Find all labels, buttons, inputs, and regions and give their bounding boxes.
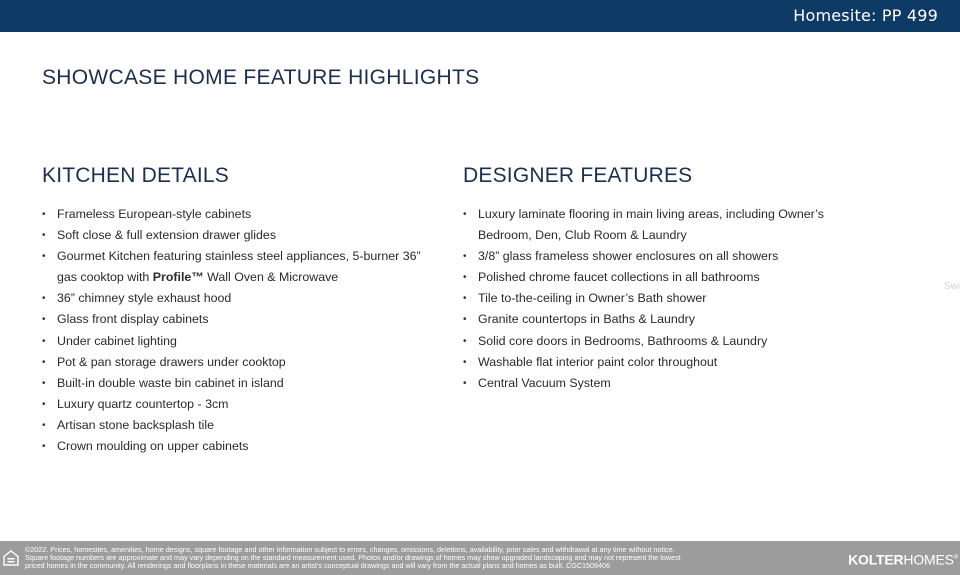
bullet-icon: • xyxy=(42,251,46,263)
side-watermark: Swi xyxy=(943,281,960,292)
legal-disclaimer: ©2022. Prices, homesites, amenities, home designs, square footage and other information subject to errors, changes, omissions, deletions, availability, prior sales and withdrawal at any time without notice. Square footage numbers are approximate and may vary depending on the standard measurement used. Photos and/or drawings of homes may show upgraded landscaping and may not represent the lowest priced homes in the community. All renderings and floorplans in these materials are an artist’s conceptual drawings and will vary from the actual plans and homes as built. CGC1509406 xyxy=(25,545,681,571)
list-item: • Luxury laminate flooring in main living areas, including Owner’s Bedroom, Den, Club Room & Laundry xyxy=(463,204,873,246)
list-item: • Tile to-the-ceiling in Owner’s Bath shower xyxy=(463,288,873,309)
bullet-icon: • xyxy=(463,377,467,389)
bullet-icon: • xyxy=(42,293,46,305)
list-item: • Luxury quartz countertop - 3cm xyxy=(42,394,437,415)
list-item: • Under cabinet lighting xyxy=(42,331,437,352)
bullet-icon: • xyxy=(463,314,467,326)
bullet-icon: • xyxy=(463,251,467,263)
homesite-label: Homesite: PP 499 xyxy=(793,6,938,25)
kitchen-details-list xyxy=(42,204,437,457)
kitchen-details-heading: KITCHEN DETAILS xyxy=(42,164,229,187)
bullet-icon: • xyxy=(463,335,467,347)
bullet-icon: • xyxy=(463,209,467,220)
kolter-homes-logo: KOLTERHOMES® xyxy=(848,551,958,568)
profile-brand-text: Profile™ xyxy=(152,270,204,285)
list-item: • Polished chrome faucet collections in all bathrooms xyxy=(463,267,873,288)
bullet-icon: • xyxy=(42,441,46,453)
list-item: • Solid core doors in Bedrooms, Bathrooms & Laundry xyxy=(463,331,873,352)
list-item: • Pot & pan storage drawers under cooktop xyxy=(42,352,437,373)
list-item: • Frameless European-style cabinets xyxy=(42,204,437,225)
list-item: • Washable flat interior paint color throughout xyxy=(463,352,873,373)
bullet-icon: • xyxy=(42,335,46,347)
bullet-icon: • xyxy=(42,356,46,368)
bullet-icon: • xyxy=(42,398,46,410)
bullet-icon: • xyxy=(463,293,467,305)
list-item: • Central Vacuum System xyxy=(463,373,873,394)
header-bar xyxy=(0,0,960,32)
list-item: • Crown moulding on upper cabinets xyxy=(42,436,437,457)
footer-bar xyxy=(0,541,960,575)
list-item: • Granite countertops in Baths & Laundry xyxy=(463,309,873,330)
bullet-icon: • xyxy=(42,419,46,431)
bullet-icon: • xyxy=(42,209,46,220)
designer-features-list xyxy=(463,204,873,394)
list-item: • 3/8” glass frameless shower enclosures on all showers xyxy=(463,246,873,267)
list-item: • Glass front display cabinets xyxy=(42,309,437,330)
bullet-icon: • xyxy=(42,377,46,389)
list-item: • Artisan stone backsplash tile xyxy=(42,415,437,436)
bullet-icon: • xyxy=(42,314,46,326)
list-item: • Built-in double waste bin cabinet in island xyxy=(42,373,437,394)
page-title: SHOWCASE HOME FEATURE HIGHLIGHTS xyxy=(42,66,480,89)
bullet-icon: • xyxy=(463,356,467,368)
list-item: • Soft close & full extension drawer glides xyxy=(42,225,437,246)
bullet-icon: • xyxy=(42,230,46,242)
list-item: • Gourmet Kitchen featuring stainless steel appliances, 5-burner 36” gas cooktop with Profile™ Wall Oven & Microwave xyxy=(42,246,437,288)
equal-housing-icon xyxy=(3,550,19,566)
designer-features-heading: DESIGNER FEATURES xyxy=(463,164,693,187)
list-item: • 36” chimney style exhaust hood xyxy=(42,288,437,309)
bullet-icon: • xyxy=(463,272,467,284)
